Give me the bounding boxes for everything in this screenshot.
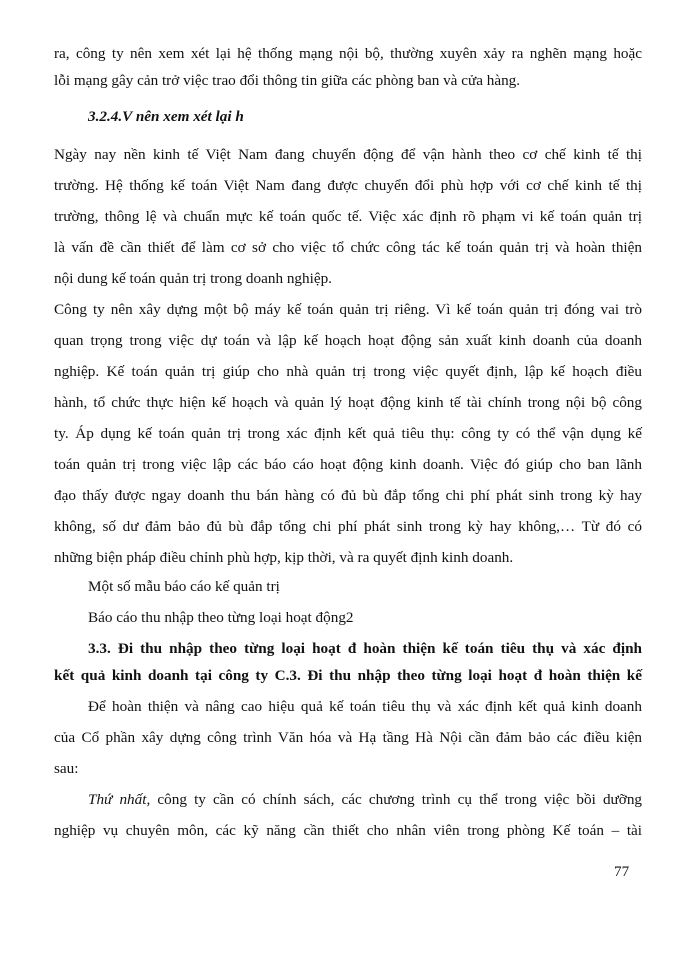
- bold-heading-line: 3.3. Đi thu nhập theo từng loại hoạt đ hoàn thiện kế toán tiêu thụ và xác định: [88, 640, 642, 657]
- paragraph-line: nghiệp. Kế toán quản trị giúp cho nhà quản trị trong việc quyết định, lập kế hoạch điều: [54, 363, 642, 380]
- paragraph-line: của Cổ phần xây dựng công trình Văn hóa và Hạ tầng Hà Nội cần đảm bảo các điều kiện: [54, 729, 642, 746]
- paragraph-line: sau:: [54, 760, 79, 777]
- intro-line: lỗi mạng gây cản trở việc trao đổi thông tin giữa các phòng ban và cửa hàng.: [54, 72, 521, 89]
- list-line: Báo cáo thu nhập theo từng loại hoạt động2: [88, 609, 354, 626]
- paragraph-line: nghiệp vụ chuyên môn, các kỹ năng cần thiết cho nhân viên trong phòng Kế toán – tài: [54, 822, 642, 839]
- page-number: 77: [614, 863, 630, 880]
- emphasis-text: Thứ nhất: [88, 791, 147, 808]
- paragraph-line: ty. Áp dụng kế toán quản trị trong xác định kết quả tiêu thụ: công ty có thể vận dụng kế: [54, 425, 642, 442]
- list-line: Một số mẫu báo cáo kế quản trị: [88, 578, 280, 595]
- paragraph-line: nội dung kế toán quản trị trong doanh nghiệp.: [54, 270, 332, 287]
- paragraph-line: toán quản trị trong việc lập các báo cáo hoạt động kinh doanh. Việc đó giúp cho ban lãnh: [54, 456, 642, 473]
- intro-line: ra, công ty nên xem xét lại hệ thống mạng nội bộ, thường xuyên xảy ra nghẽn mạng hoặc: [54, 45, 642, 62]
- paragraph-line: những biện pháp điều chỉnh phù hợp, kịp thời, và ra quyết định kinh doanh.: [54, 549, 514, 566]
- paragraph-line: trường, thông lệ và chuẩn mực kế toán quốc tế. Việc xác định rõ phạm vi kế toán quản trị: [54, 208, 642, 225]
- paragraph-line: không, số dư đảm bảo đủ bù đắp tổng chi phí phát sinh trong kỳ hay không,… Từ đó có: [54, 518, 642, 535]
- paragraph-line: hành, tổ chức thực hiện kế hoạch và quản lý hoạt động kinh tế tài chính trong nội bộ công: [54, 394, 642, 411]
- paragraph-line: là vấn đề cần thiết để làm cơ sở cho việc tổ chức công tác kế toán quản trị và hoàn thiện: [54, 239, 642, 256]
- paragraph-line: [54, 789, 642, 811]
- paragraph-text: , công ty cần có chính sách, các chương trình cụ thể trong việc bồi dưỡng: [146, 791, 643, 808]
- paragraph-line: Để hoàn thiện và nâng cao hiệu quả kế toán tiêu thụ và xác định kết quả kinh doanh: [88, 698, 642, 715]
- paragraph-line: đạo thấy được ngay doanh thu bán hàng có đủ bù đắp tổng chi phí phát sinh trong kỳ hay: [54, 487, 642, 504]
- paragraph-line: Công ty nên xây dựng một bộ máy kế toán quản trị riêng. Vì kế toán quản trị đóng vai trò: [54, 301, 642, 318]
- section-heading: 3.2.4.V nên xem xét lại h: [88, 108, 244, 125]
- paragraph-line: trường. Hệ thống kế toán Việt Nam đang được chuyển đổi phù hợp với cơ chế kinh tế thị: [54, 177, 642, 194]
- paragraph-line: Ngày nay nền kinh tế Việt Nam đang chuyển động để vận hành theo cơ chế kinh tế thị: [54, 146, 642, 163]
- paragraph-line: quan trọng trong việc dự toán và lập kế hoạch hoạt động sản xuất kinh doanh của doanh: [54, 332, 642, 349]
- bold-heading-line: kết quả kinh doanh tại công ty C.3. Đi thu nhập theo từng loại hoạt đ hoàn thiện kế: [54, 667, 642, 684]
